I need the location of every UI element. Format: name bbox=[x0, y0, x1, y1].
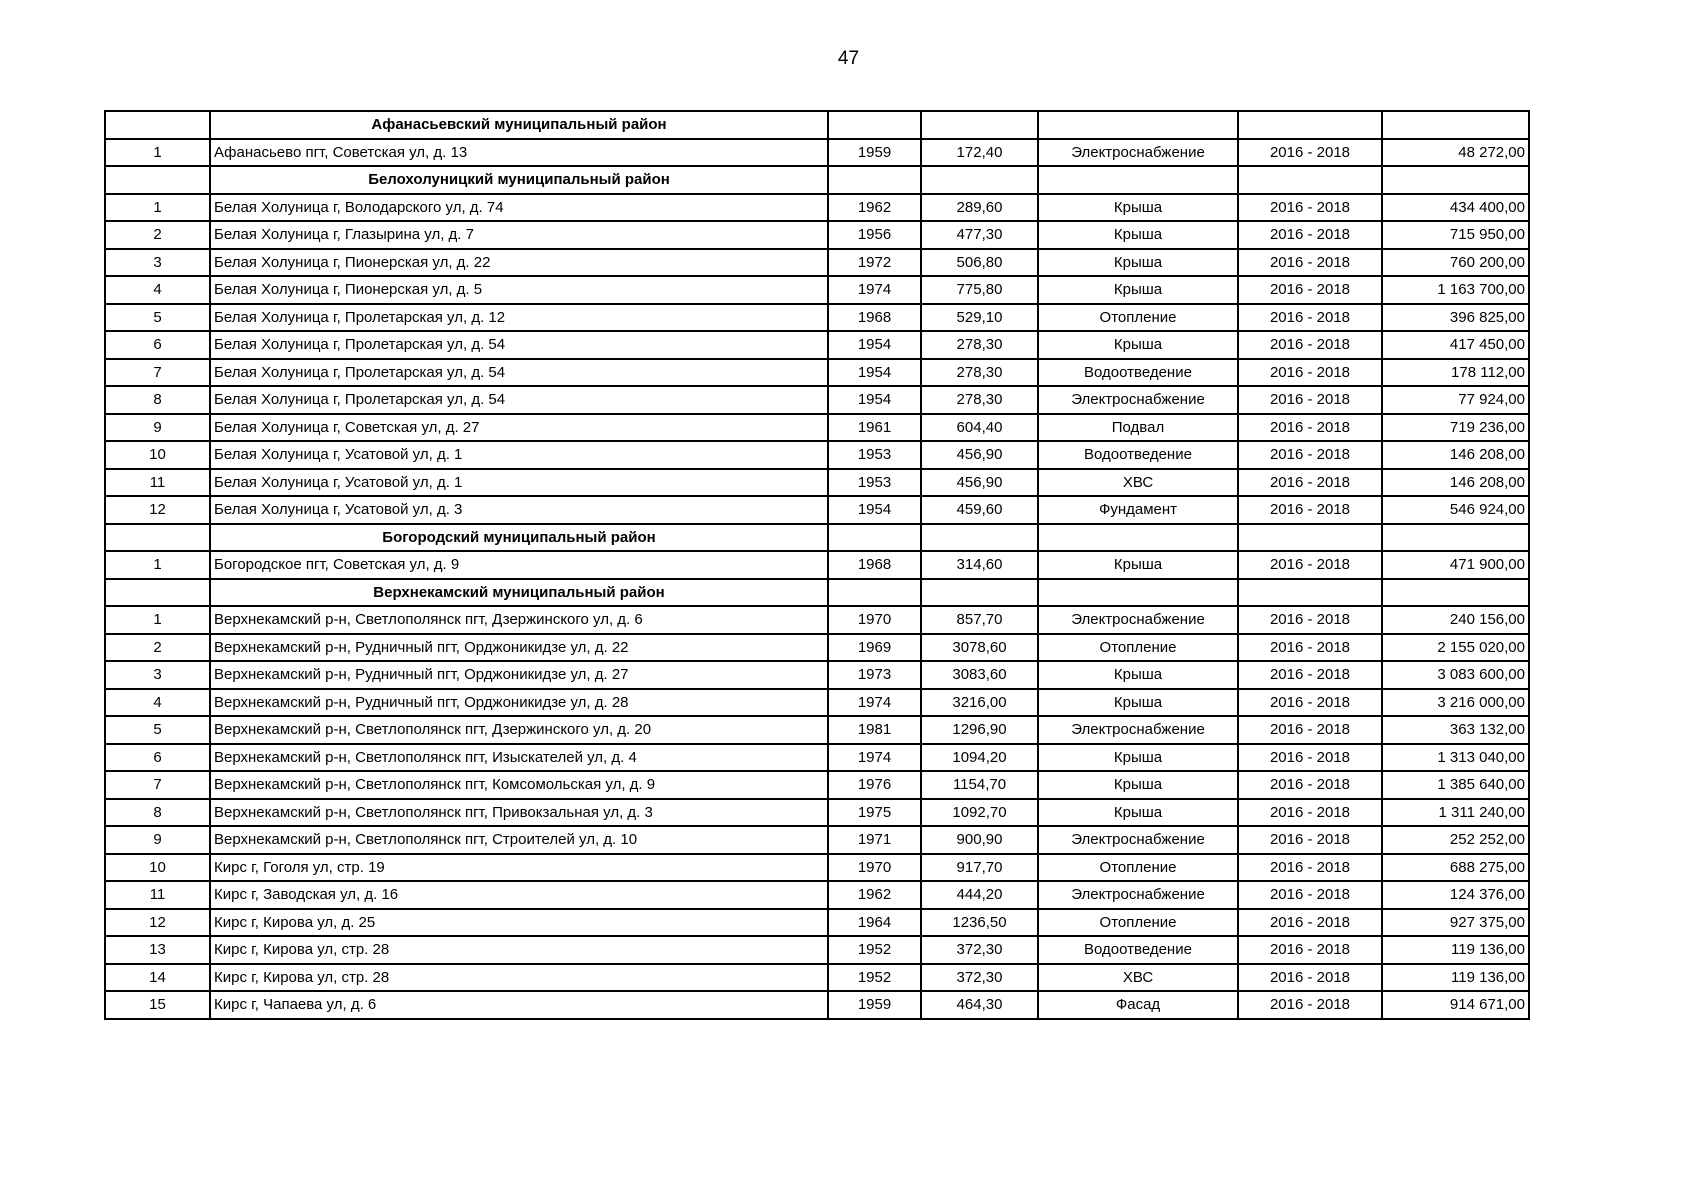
empty-cell bbox=[1238, 524, 1382, 552]
work-type-cell: Крыша bbox=[1038, 249, 1238, 277]
work-type-cell: Фундамент bbox=[1038, 496, 1238, 524]
period-cell: 2016 - 2018 bbox=[1238, 854, 1382, 882]
period-cell: 2016 - 2018 bbox=[1238, 964, 1382, 992]
work-type-cell: Отопление bbox=[1038, 909, 1238, 937]
area-cell: 1092,70 bbox=[921, 799, 1038, 827]
area-cell: 506,80 bbox=[921, 249, 1038, 277]
row-number: 11 bbox=[105, 881, 210, 909]
year-cell: 1981 bbox=[828, 716, 921, 744]
area-cell: 278,30 bbox=[921, 359, 1038, 387]
address-cell: Белая Холуница г, Советская ул, д. 27 bbox=[210, 414, 828, 442]
period-cell: 2016 - 2018 bbox=[1238, 469, 1382, 497]
row-number: 3 bbox=[105, 661, 210, 689]
area-cell: 372,30 bbox=[921, 964, 1038, 992]
cost-cell: 760 200,00 bbox=[1382, 249, 1529, 277]
address-cell: Белая Холуница г, Пионерская ул, д. 5 bbox=[210, 276, 828, 304]
address-cell: Белая Холуница г, Усатовой ул, д. 3 bbox=[210, 496, 828, 524]
work-type-cell: Электроснабжение bbox=[1038, 139, 1238, 167]
area-cell: 604,40 bbox=[921, 414, 1038, 442]
period-cell: 2016 - 2018 bbox=[1238, 221, 1382, 249]
empty-cell bbox=[1382, 166, 1529, 194]
period-cell: 2016 - 2018 bbox=[1238, 276, 1382, 304]
empty-cell bbox=[1038, 111, 1238, 139]
period-cell: 2016 - 2018 bbox=[1238, 331, 1382, 359]
year-cell: 1954 bbox=[828, 496, 921, 524]
area-cell: 459,60 bbox=[921, 496, 1038, 524]
work-type-cell: Крыша bbox=[1038, 551, 1238, 579]
year-cell: 1976 bbox=[828, 771, 921, 799]
work-type-cell: Электроснабжение bbox=[1038, 386, 1238, 414]
area-cell: 1154,70 bbox=[921, 771, 1038, 799]
period-cell: 2016 - 2018 bbox=[1238, 194, 1382, 222]
address-cell: Белая Холуница г, Пролетарская ул, д. 12 bbox=[210, 304, 828, 332]
year-cell: 1970 bbox=[828, 606, 921, 634]
period-cell: 2016 - 2018 bbox=[1238, 771, 1382, 799]
year-cell: 1962 bbox=[828, 194, 921, 222]
table-row bbox=[105, 881, 1529, 909]
empty-cell bbox=[1238, 166, 1382, 194]
cost-cell: 688 275,00 bbox=[1382, 854, 1529, 882]
district-title: Белохолуницкий муниципальный район bbox=[210, 166, 828, 194]
district-title: Верхнекамский муниципальный район bbox=[210, 579, 828, 607]
work-type-cell: Отопление bbox=[1038, 634, 1238, 662]
row-number: 15 bbox=[105, 991, 210, 1019]
area-cell: 900,90 bbox=[921, 826, 1038, 854]
row-number: 6 bbox=[105, 744, 210, 772]
table-row bbox=[105, 414, 1529, 442]
period-cell: 2016 - 2018 bbox=[1238, 386, 1382, 414]
address-cell: Белая Холуница г, Володарского ул, д. 74 bbox=[210, 194, 828, 222]
address-cell: Верхнекамский р-н, Рудничный пгт, Орджоникидзе ул, д. 22 bbox=[210, 634, 828, 662]
area-cell: 857,70 bbox=[921, 606, 1038, 634]
year-cell: 1969 bbox=[828, 634, 921, 662]
period-cell: 2016 - 2018 bbox=[1238, 991, 1382, 1019]
period-cell: 2016 - 2018 bbox=[1238, 414, 1382, 442]
area-cell: 1236,50 bbox=[921, 909, 1038, 937]
empty-cell bbox=[921, 166, 1038, 194]
year-cell: 1974 bbox=[828, 276, 921, 304]
area-cell: 917,70 bbox=[921, 854, 1038, 882]
row-number: 8 bbox=[105, 386, 210, 414]
area-cell: 172,40 bbox=[921, 139, 1038, 167]
area-cell: 372,30 bbox=[921, 936, 1038, 964]
cost-cell: 1 163 700,00 bbox=[1382, 276, 1529, 304]
table-row bbox=[105, 469, 1529, 497]
work-type-cell: Водоотведение bbox=[1038, 359, 1238, 387]
cost-cell: 471 900,00 bbox=[1382, 551, 1529, 579]
period-cell: 2016 - 2018 bbox=[1238, 249, 1382, 277]
area-cell: 3083,60 bbox=[921, 661, 1038, 689]
year-cell: 1962 bbox=[828, 881, 921, 909]
cost-cell: 719 236,00 bbox=[1382, 414, 1529, 442]
table-row bbox=[105, 771, 1529, 799]
address-cell: Верхнекамский р-н, Светлополянск пгт, Изыскателей ул, д. 4 bbox=[210, 744, 828, 772]
cost-cell: 396 825,00 bbox=[1382, 304, 1529, 332]
address-cell: Верхнекамский р-н, Рудничный пгт, Орджоникидзе ул, д. 27 bbox=[210, 661, 828, 689]
work-type-cell: Крыша bbox=[1038, 771, 1238, 799]
area-cell: 278,30 bbox=[921, 386, 1038, 414]
year-cell: 1973 bbox=[828, 661, 921, 689]
empty-cell bbox=[1038, 524, 1238, 552]
row-number: 7 bbox=[105, 771, 210, 799]
work-type-cell: Электроснабжение bbox=[1038, 716, 1238, 744]
row-number: 8 bbox=[105, 799, 210, 827]
empty-cell bbox=[1382, 524, 1529, 552]
cost-cell: 2 155 020,00 bbox=[1382, 634, 1529, 662]
area-cell: 314,60 bbox=[921, 551, 1038, 579]
work-type-cell: Крыша bbox=[1038, 276, 1238, 304]
cost-cell: 240 156,00 bbox=[1382, 606, 1529, 634]
year-cell: 1970 bbox=[828, 854, 921, 882]
address-cell: Белая Холуница г, Пролетарская ул, д. 54 bbox=[210, 331, 828, 359]
period-cell: 2016 - 2018 bbox=[1238, 826, 1382, 854]
address-cell: Белая Холуница г, Глазырина ул, д. 7 bbox=[210, 221, 828, 249]
period-cell: 2016 - 2018 bbox=[1238, 304, 1382, 332]
cost-cell: 77 924,00 bbox=[1382, 386, 1529, 414]
work-type-cell: Крыша bbox=[1038, 744, 1238, 772]
period-cell: 2016 - 2018 bbox=[1238, 881, 1382, 909]
table-row bbox=[105, 661, 1529, 689]
cost-cell: 546 924,00 bbox=[1382, 496, 1529, 524]
work-type-cell: Крыша bbox=[1038, 221, 1238, 249]
empty-cell bbox=[828, 111, 921, 139]
empty-cell bbox=[828, 579, 921, 607]
table-body bbox=[105, 111, 1529, 1019]
cost-cell: 3 216 000,00 bbox=[1382, 689, 1529, 717]
table-row bbox=[105, 799, 1529, 827]
page-number: 47 bbox=[837, 48, 860, 69]
table-row bbox=[105, 936, 1529, 964]
empty-cell bbox=[1038, 579, 1238, 607]
cost-cell: 178 112,00 bbox=[1382, 359, 1529, 387]
period-cell: 2016 - 2018 bbox=[1238, 661, 1382, 689]
row-number: 5 bbox=[105, 716, 210, 744]
cost-cell: 119 136,00 bbox=[1382, 964, 1529, 992]
cost-cell: 48 272,00 bbox=[1382, 139, 1529, 167]
row-number: 1 bbox=[105, 139, 210, 167]
year-cell: 1954 bbox=[828, 386, 921, 414]
row-number: 6 bbox=[105, 331, 210, 359]
work-type-cell: Крыша bbox=[1038, 331, 1238, 359]
row-number: 9 bbox=[105, 826, 210, 854]
area-cell: 775,80 bbox=[921, 276, 1038, 304]
address-cell: Верхнекамский р-н, Светлополянск пгт, Привокзальная ул, д. 3 bbox=[210, 799, 828, 827]
cost-cell: 417 450,00 bbox=[1382, 331, 1529, 359]
work-type-cell: Крыша bbox=[1038, 799, 1238, 827]
district-title: Богородский муниципальный район bbox=[210, 524, 828, 552]
period-cell: 2016 - 2018 bbox=[1238, 496, 1382, 524]
area-cell: 278,30 bbox=[921, 331, 1038, 359]
row-number: 10 bbox=[105, 854, 210, 882]
table-row bbox=[105, 194, 1529, 222]
empty-cell bbox=[105, 111, 210, 139]
area-cell: 456,90 bbox=[921, 469, 1038, 497]
work-type-cell: Водоотведение bbox=[1038, 441, 1238, 469]
period-cell: 2016 - 2018 bbox=[1238, 441, 1382, 469]
row-number: 7 bbox=[105, 359, 210, 387]
address-cell: Белая Холуница г, Пролетарская ул, д. 54 bbox=[210, 359, 828, 387]
district-header-row bbox=[105, 579, 1529, 607]
empty-cell bbox=[105, 579, 210, 607]
row-number: 13 bbox=[105, 936, 210, 964]
cost-cell: 1 311 240,00 bbox=[1382, 799, 1529, 827]
table-row bbox=[105, 304, 1529, 332]
address-cell: Кирс г, Кирова ул, стр. 28 bbox=[210, 964, 828, 992]
table-row bbox=[105, 606, 1529, 634]
cost-cell: 715 950,00 bbox=[1382, 221, 1529, 249]
row-number: 14 bbox=[105, 964, 210, 992]
work-type-cell: Подвал bbox=[1038, 414, 1238, 442]
work-type-cell: ХВС bbox=[1038, 964, 1238, 992]
empty-cell bbox=[1238, 111, 1382, 139]
address-cell: Белая Холуница г, Усатовой ул, д. 1 bbox=[210, 441, 828, 469]
empty-cell bbox=[1382, 579, 1529, 607]
address-cell: Белая Холуница г, Усатовой ул, д. 1 bbox=[210, 469, 828, 497]
table-row bbox=[105, 276, 1529, 304]
row-number: 10 bbox=[105, 441, 210, 469]
table-row bbox=[105, 716, 1529, 744]
year-cell: 1968 bbox=[828, 551, 921, 579]
cost-cell: 3 083 600,00 bbox=[1382, 661, 1529, 689]
year-cell: 1964 bbox=[828, 909, 921, 937]
period-cell: 2016 - 2018 bbox=[1238, 909, 1382, 937]
address-cell: Верхнекамский р-н, Рудничный пгт, Орджоникидзе ул, д. 28 bbox=[210, 689, 828, 717]
cost-cell: 363 132,00 bbox=[1382, 716, 1529, 744]
table-row bbox=[105, 139, 1529, 167]
row-number: 9 bbox=[105, 414, 210, 442]
address-cell: Кирс г, Кирова ул, стр. 28 bbox=[210, 936, 828, 964]
area-cell: 289,60 bbox=[921, 194, 1038, 222]
row-number: 4 bbox=[105, 276, 210, 304]
cost-cell: 434 400,00 bbox=[1382, 194, 1529, 222]
address-cell: Верхнекамский р-н, Светлополянск пгт, Дзержинского ул, д. 20 bbox=[210, 716, 828, 744]
year-cell: 1974 bbox=[828, 744, 921, 772]
table-row bbox=[105, 634, 1529, 662]
year-cell: 1961 bbox=[828, 414, 921, 442]
cost-cell: 146 208,00 bbox=[1382, 441, 1529, 469]
period-cell: 2016 - 2018 bbox=[1238, 606, 1382, 634]
district-header-row bbox=[105, 166, 1529, 194]
empty-cell bbox=[1238, 579, 1382, 607]
year-cell: 1956 bbox=[828, 221, 921, 249]
table-row bbox=[105, 331, 1529, 359]
empty-cell bbox=[1038, 166, 1238, 194]
cost-cell: 1 313 040,00 bbox=[1382, 744, 1529, 772]
work-type-cell: Электроснабжение bbox=[1038, 881, 1238, 909]
row-number: 3 bbox=[105, 249, 210, 277]
row-number: 2 bbox=[105, 221, 210, 249]
period-cell: 2016 - 2018 bbox=[1238, 744, 1382, 772]
district-header-row bbox=[105, 524, 1529, 552]
area-cell: 477,30 bbox=[921, 221, 1038, 249]
row-number: 4 bbox=[105, 689, 210, 717]
empty-cell bbox=[921, 111, 1038, 139]
cost-cell: 119 136,00 bbox=[1382, 936, 1529, 964]
empty-cell bbox=[1382, 111, 1529, 139]
year-cell: 1952 bbox=[828, 936, 921, 964]
period-cell: 2016 - 2018 bbox=[1238, 936, 1382, 964]
table-row bbox=[105, 689, 1529, 717]
work-type-cell: Электроснабжение bbox=[1038, 826, 1238, 854]
row-number: 12 bbox=[105, 496, 210, 524]
row-number: 5 bbox=[105, 304, 210, 332]
work-type-cell: Водоотведение bbox=[1038, 936, 1238, 964]
table-row bbox=[105, 386, 1529, 414]
area-cell: 464,30 bbox=[921, 991, 1038, 1019]
cost-cell: 927 375,00 bbox=[1382, 909, 1529, 937]
area-cell: 529,10 bbox=[921, 304, 1038, 332]
address-cell: Верхнекамский р-н, Светлополянск пгт, Дзержинского ул, д. 6 bbox=[210, 606, 828, 634]
row-number: 1 bbox=[105, 551, 210, 579]
empty-cell bbox=[828, 524, 921, 552]
repair-program-table-container bbox=[104, 110, 1530, 1020]
work-type-cell: Крыша bbox=[1038, 194, 1238, 222]
address-cell: Афанасьево пгт, Советская ул, д. 13 bbox=[210, 139, 828, 167]
year-cell: 1952 bbox=[828, 964, 921, 992]
empty-cell bbox=[921, 524, 1038, 552]
row-number: 12 bbox=[105, 909, 210, 937]
row-number: 1 bbox=[105, 606, 210, 634]
address-cell: Верхнекамский р-н, Светлополянск пгт, Комсомольская ул, д. 9 bbox=[210, 771, 828, 799]
period-cell: 2016 - 2018 bbox=[1238, 689, 1382, 717]
area-cell: 1296,90 bbox=[921, 716, 1038, 744]
work-type-cell: ХВС bbox=[1038, 469, 1238, 497]
work-type-cell: Отопление bbox=[1038, 854, 1238, 882]
empty-cell bbox=[828, 166, 921, 194]
address-cell: Кирс г, Гоголя ул, стр. 19 bbox=[210, 854, 828, 882]
address-cell: Верхнекамский р-н, Светлополянск пгт, Строителей ул, д. 10 bbox=[210, 826, 828, 854]
cost-cell: 914 671,00 bbox=[1382, 991, 1529, 1019]
year-cell: 1972 bbox=[828, 249, 921, 277]
period-cell: 2016 - 2018 bbox=[1238, 551, 1382, 579]
address-cell: Богородское пгт, Советская ул, д. 9 bbox=[210, 551, 828, 579]
period-cell: 2016 - 2018 bbox=[1238, 634, 1382, 662]
table-row bbox=[105, 964, 1529, 992]
table-row bbox=[105, 249, 1529, 277]
work-type-cell: Крыша bbox=[1038, 661, 1238, 689]
work-type-cell: Отопление bbox=[1038, 304, 1238, 332]
year-cell: 1968 bbox=[828, 304, 921, 332]
district-header-row bbox=[105, 111, 1529, 139]
area-cell: 3216,00 bbox=[921, 689, 1038, 717]
period-cell: 2016 - 2018 bbox=[1238, 359, 1382, 387]
period-cell: 2016 - 2018 bbox=[1238, 139, 1382, 167]
work-type-cell: Крыша bbox=[1038, 689, 1238, 717]
year-cell: 1959 bbox=[828, 991, 921, 1019]
year-cell: 1954 bbox=[828, 331, 921, 359]
empty-cell bbox=[105, 524, 210, 552]
area-cell: 1094,20 bbox=[921, 744, 1038, 772]
cost-cell: 146 208,00 bbox=[1382, 469, 1529, 497]
table-row bbox=[105, 909, 1529, 937]
period-cell: 2016 - 2018 bbox=[1238, 799, 1382, 827]
repair-program-table bbox=[104, 110, 1530, 1020]
table-row bbox=[105, 496, 1529, 524]
address-cell: Кирс г, Чапаева ул, д. 6 bbox=[210, 991, 828, 1019]
year-cell: 1959 bbox=[828, 139, 921, 167]
area-cell: 444,20 bbox=[921, 881, 1038, 909]
row-number: 2 bbox=[105, 634, 210, 662]
table-row bbox=[105, 854, 1529, 882]
work-type-cell: Фасад bbox=[1038, 991, 1238, 1019]
table-row bbox=[105, 826, 1529, 854]
district-title: Афанасьевский муниципальный район bbox=[210, 111, 828, 139]
cost-cell: 252 252,00 bbox=[1382, 826, 1529, 854]
row-number: 1 bbox=[105, 194, 210, 222]
period-cell: 2016 - 2018 bbox=[1238, 716, 1382, 744]
address-cell: Белая Холуница г, Пионерская ул, д. 22 bbox=[210, 249, 828, 277]
area-cell: 3078,60 bbox=[921, 634, 1038, 662]
year-cell: 1974 bbox=[828, 689, 921, 717]
year-cell: 1953 bbox=[828, 441, 921, 469]
year-cell: 1954 bbox=[828, 359, 921, 387]
address-cell: Кирс г, Кирова ул, д. 25 bbox=[210, 909, 828, 937]
cost-cell: 1 385 640,00 bbox=[1382, 771, 1529, 799]
year-cell: 1975 bbox=[828, 799, 921, 827]
address-cell: Кирс г, Заводская ул, д. 16 bbox=[210, 881, 828, 909]
table-row bbox=[105, 991, 1529, 1019]
year-cell: 1953 bbox=[828, 469, 921, 497]
table-row bbox=[105, 441, 1529, 469]
row-number: 11 bbox=[105, 469, 210, 497]
year-cell: 1971 bbox=[828, 826, 921, 854]
table-row bbox=[105, 359, 1529, 387]
table-row bbox=[105, 551, 1529, 579]
work-type-cell: Электроснабжение bbox=[1038, 606, 1238, 634]
table-row bbox=[105, 744, 1529, 772]
empty-cell bbox=[105, 166, 210, 194]
table-row bbox=[105, 221, 1529, 249]
area-cell: 456,90 bbox=[921, 441, 1038, 469]
cost-cell: 124 376,00 bbox=[1382, 881, 1529, 909]
address-cell: Белая Холуница г, Пролетарская ул, д. 54 bbox=[210, 386, 828, 414]
empty-cell bbox=[921, 579, 1038, 607]
